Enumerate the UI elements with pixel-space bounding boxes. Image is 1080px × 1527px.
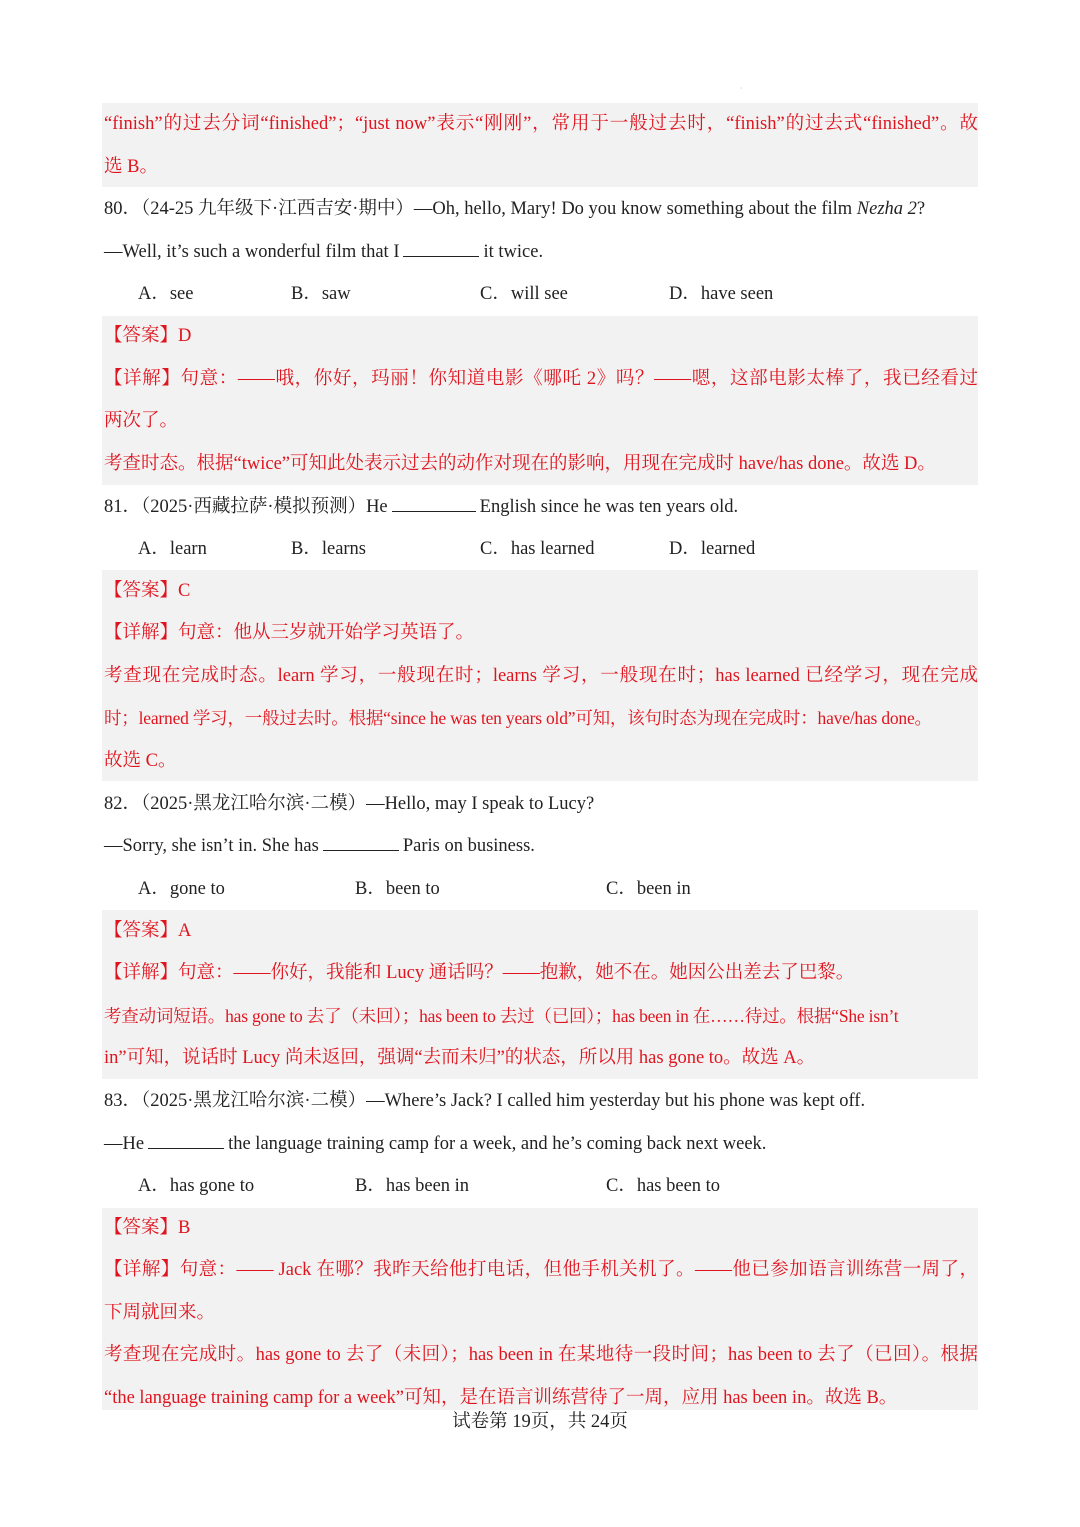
stem-text: English since he was ten years old. — [479, 497, 739, 517]
answer-label: 【答案】B — [104, 1218, 191, 1238]
detail-line: 【详解】句意：—— Jack 在哪？我昨天给他打电话，但他手机关机了。——他已参加语言训练营一周了， — [104, 1260, 978, 1280]
answer-blank[interactable] — [403, 234, 479, 257]
stem-text: 81．（2025·西藏拉萨·模拟预测）He — [104, 497, 388, 517]
answer-label: 【答案】C — [104, 581, 191, 601]
question-stem — [104, 191, 978, 227]
question-stem — [104, 234, 978, 270]
question-stem: 82．（2025·黑龙江哈尔滨·二模）—Hello, may I speak to Lucy? — [104, 794, 595, 814]
detail-line: 考查时态。根据“twice”可知此处表示过去的动作对现在的影响，用现在完成时 have/has done。故选 D。 — [104, 454, 936, 474]
option-c[interactable]: C．has been to — [606, 1176, 721, 1196]
option-c[interactable]: C．been in — [606, 879, 691, 899]
option-b[interactable]: B．been to — [355, 879, 440, 899]
option-a[interactable]: A．see — [138, 284, 194, 304]
option-b[interactable]: B．learns — [291, 539, 367, 559]
detail-line: “the language training camp for a week”可知，是在语言训练营待了一周，应用 has been in。故选 B。 — [104, 1388, 898, 1408]
stem-text: ? — [916, 199, 926, 219]
option-d[interactable]: D．learned — [669, 539, 756, 559]
stem-text: —He — [104, 1134, 145, 1154]
question-stem — [104, 489, 978, 525]
stem-text: the language training camp for a week, and he’s coming back next week. — [228, 1134, 767, 1154]
detail-line: 考查现在完成时。has gone to 去了（未回）；has been in 在某地待一段时间；has been to 去了（已回）。根据 — [104, 1345, 978, 1365]
page-footer: 试卷第 19页，共 24页 — [452, 1412, 628, 1432]
detail-line: 考查现在完成时态。learn 学习，一般现在时；learns 学习，一般现在时；has learned 已经学习，现在完成 — [104, 666, 978, 686]
detail-line: 时；learned 学习，一般过去时。根据“since he was ten years old”可知，该句时态为现在完成时：have/has done。 — [104, 708, 932, 728]
film-title: Nezha 2 — [856, 199, 917, 219]
option-c[interactable]: C．has learned — [480, 539, 595, 559]
option-a[interactable]: A．gone to — [138, 879, 225, 899]
detail-line: in”可知，说话时 Lucy 尚未返回，强调“去而未归”的状态，所以用 has gone to。故选 A。 — [104, 1048, 816, 1068]
detail-line: 故选 C。 — [104, 751, 177, 771]
option-b[interactable]: B．has been in — [355, 1176, 470, 1196]
option-c[interactable]: C．will see — [480, 284, 568, 304]
option-d[interactable]: D．have seen — [669, 284, 774, 304]
detail-line: 【详解】句意：——哦，你好，玛丽！你知道电影《哪吒 2》吗？——嗯，这部电影太棒了，我已经看过 — [104, 369, 978, 389]
answer-label: 【答案】D — [104, 326, 192, 346]
stem-text: 80．（24-25 九年级下·江西吉安·期中）—Oh, hello, Mary! Do you know something about the film — [104, 199, 857, 219]
question-stem — [104, 828, 978, 864]
answer-label: 【答案】A — [104, 921, 192, 941]
detail-line: 考查动词短语。has gone to 去了（未回）；has been to 去过（已回）；has been in 在……待过。根据“She isn’t — [104, 1006, 899, 1026]
answer-blank[interactable] — [392, 489, 476, 512]
answer-blank[interactable] — [148, 1126, 224, 1149]
option-b[interactable]: B．saw — [291, 284, 351, 304]
stem-text: —Sorry, she isn’t in. She has — [104, 836, 319, 856]
explanation-line: “finish”的过去分词“finished”；“just now”表示“刚刚”，常用于一般过去时，“finish”的过去式“finished”。故 — [104, 114, 978, 134]
stem-text: Paris on business. — [402, 836, 535, 856]
answer-blank[interactable] — [323, 828, 399, 851]
detail-line: 下周就回来。 — [104, 1303, 216, 1323]
page-mark: · — [740, 84, 743, 93]
stem-text: it twice. — [483, 242, 544, 262]
stem-text: —Well, it’s such a wonderful film that I — [104, 242, 400, 262]
option-a[interactable]: A．has gone to — [138, 1176, 255, 1196]
detail-line: 【详解】句意：他从三岁就开始学习英语了。 — [104, 623, 475, 643]
question-stem — [104, 1126, 978, 1162]
detail-line: 两次了。 — [104, 411, 179, 431]
detail-line: 【详解】句意：——你好，我能和 Lucy 通话吗？——抱歉，她不在。她因公出差去了巴黎。 — [104, 963, 855, 983]
question-stem: 83．（2025·黑龙江哈尔滨·二模）—Where’s Jack? I called him yesterday but his phone was kept off. — [104, 1091, 866, 1111]
explanation-line: 选 B。 — [104, 157, 158, 177]
option-a[interactable]: A．learn — [138, 539, 207, 559]
